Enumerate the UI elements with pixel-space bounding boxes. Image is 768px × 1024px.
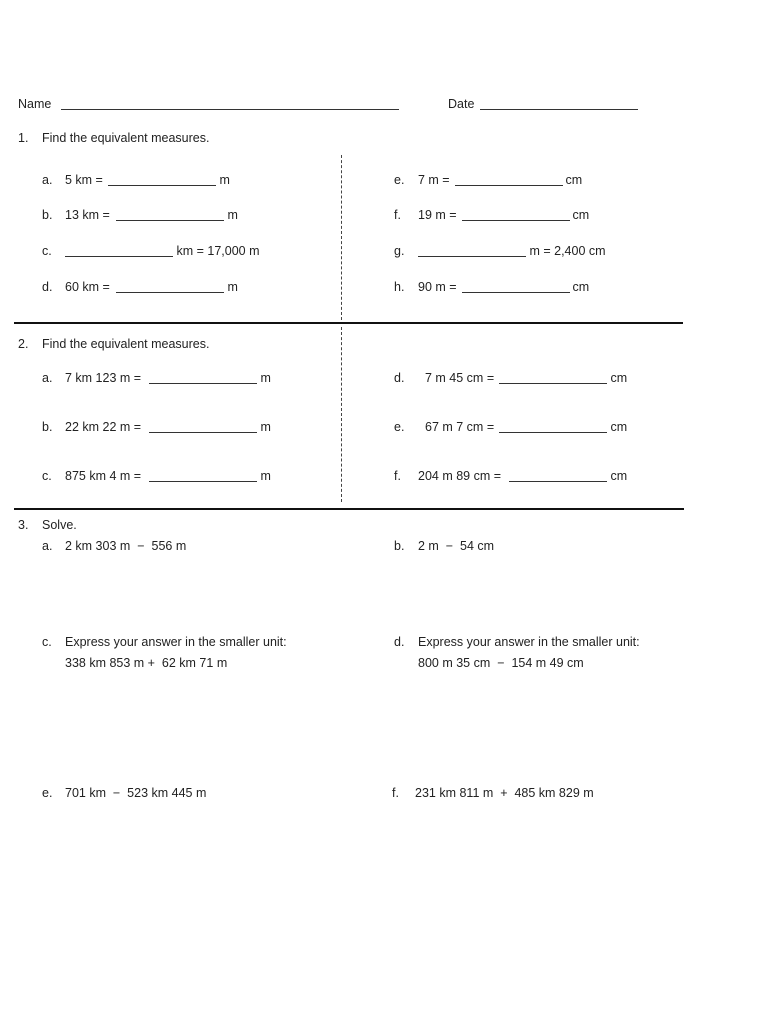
answer-blank[interactable] [149, 432, 257, 433]
item-letter: a. [42, 173, 53, 187]
item-unit: m [257, 420, 271, 434]
item-letter: a. [42, 371, 53, 385]
item-instruction: Express your answer in the smaller unit: [418, 635, 640, 649]
item-unit: m [257, 469, 271, 483]
date-label: Date [448, 97, 475, 111]
answer-blank[interactable] [149, 481, 257, 482]
answer-blank[interactable] [462, 220, 570, 221]
item-unit: m [216, 173, 230, 187]
item-problem: 701 km − 523 km 445 m [65, 786, 207, 800]
name-field[interactable] [61, 109, 399, 110]
item-problem: 338 km 853 m + 62 km 71 m [65, 656, 228, 670]
item-unit: cm [607, 371, 628, 385]
item-prompt: 204 m 89 cm = [418, 469, 505, 483]
item-unit: m [257, 371, 271, 385]
item-unit: m [224, 208, 238, 222]
item-problem: 2 m − 54 cm [418, 539, 495, 553]
item-letter: c. [42, 244, 52, 258]
item-letter: a. [42, 539, 53, 553]
answer-blank[interactable] [116, 292, 224, 293]
item-letter: h. [394, 280, 405, 294]
item-letter: f. [394, 208, 401, 222]
item-prompt: 90 m = [418, 280, 461, 294]
item-prompt: 22 km 22 m = [65, 420, 145, 434]
item-letter: d. [394, 635, 405, 649]
item-letter: e. [42, 786, 53, 800]
answer-blank[interactable] [499, 432, 607, 433]
item-problem: 2 km 303 m − 556 m [65, 539, 187, 553]
item-letter: f. [394, 469, 401, 483]
section-divider-2 [14, 508, 684, 510]
item-unit: cm [607, 469, 628, 483]
section-1-title: Find the equivalent measures. [42, 131, 210, 145]
item-prompt: 7 m 45 cm = [425, 371, 498, 385]
answer-blank[interactable] [418, 256, 526, 257]
item-instruction: Express your answer in the smaller unit: [65, 635, 287, 649]
item-unit: cm [607, 420, 628, 434]
column-divider-2 [341, 327, 342, 502]
item-prompt: km = 17,000 m [173, 244, 260, 258]
item-problem: 231 km 811 m + 485 km 829 m [415, 786, 594, 800]
answer-blank[interactable] [108, 185, 216, 186]
column-divider-1 [341, 155, 342, 320]
item-letter: d. [42, 280, 53, 294]
item-letter: e. [394, 173, 405, 187]
item-letter: c. [42, 635, 52, 649]
section-3-number: 3. [18, 518, 29, 532]
item-letter: g. [394, 244, 405, 258]
item-letter: e. [394, 420, 405, 434]
item-letter: b. [394, 539, 405, 553]
item-letter: d. [394, 371, 405, 385]
item-problem: 800 m 35 cm − 154 m 49 cm [418, 656, 584, 670]
item-letter: b. [42, 420, 53, 434]
date-field[interactable] [480, 109, 638, 110]
item-prompt: 67 m 7 cm = [425, 420, 498, 434]
answer-blank[interactable] [509, 481, 607, 482]
item-prompt: 13 km = [65, 208, 114, 222]
answer-blank[interactable] [455, 185, 563, 186]
item-unit: cm [562, 173, 583, 187]
item-prompt: 7 km 123 m = [65, 371, 145, 385]
section-2-title: Find the equivalent measures. [42, 337, 210, 351]
item-prompt: 7 m = [418, 173, 454, 187]
answer-blank[interactable] [65, 256, 173, 257]
answer-blank[interactable] [116, 220, 224, 221]
section-1-number: 1. [18, 131, 29, 145]
item-unit: cm [569, 280, 590, 294]
answer-blank[interactable] [149, 383, 257, 384]
item-prompt: m = 2,400 cm [526, 244, 606, 258]
name-label: Name [18, 97, 52, 111]
item-prompt: 875 km 4 m = [65, 469, 145, 483]
item-prompt: 19 m = [418, 208, 461, 222]
item-letter: b. [42, 208, 53, 222]
item-prompt: 60 km = [65, 280, 114, 294]
item-letter: f. [392, 786, 399, 800]
item-unit: m [224, 280, 238, 294]
section-2-number: 2. [18, 337, 29, 351]
answer-blank[interactable] [499, 383, 607, 384]
section-3-title: Solve. [42, 518, 77, 532]
item-prompt: 5 km = [65, 173, 107, 187]
answer-blank[interactable] [462, 292, 570, 293]
item-letter: c. [42, 469, 52, 483]
section-divider-1 [14, 322, 683, 324]
item-unit: cm [569, 208, 590, 222]
